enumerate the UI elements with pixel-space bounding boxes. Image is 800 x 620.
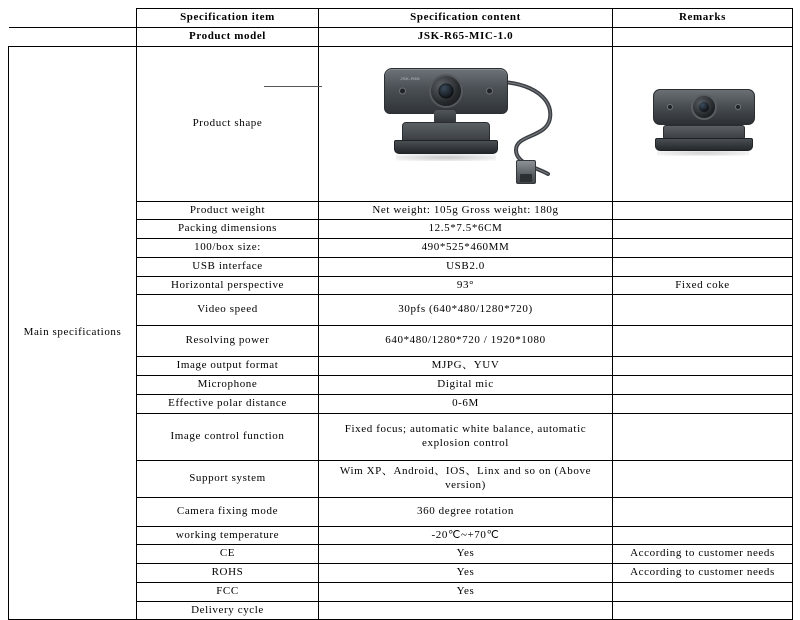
thumbnail-lens-ring: [691, 94, 717, 120]
row-remark-product-model: [613, 27, 793, 46]
thumbnail-mic-left-icon: [667, 104, 673, 110]
row-value-product-weight: Net weight: 105g Gross weight: 180g: [319, 201, 613, 220]
row-label-camera-fixing-mode: Camera fixing mode: [137, 497, 319, 526]
row-value-image-output-format: MJPG、YUV: [319, 357, 613, 376]
row-value-packing-dimensions: 12.5*7.5*6CM: [319, 220, 613, 239]
thumbnail-mic-right-icon: [735, 104, 741, 110]
row-label-image-control-function: Image control function: [137, 413, 319, 460]
row-remark-resolving-power: [613, 326, 793, 357]
camera-brand-text: JSK-R65: [400, 75, 421, 81]
row-label-support-system: Support system: [137, 460, 319, 497]
row-value-usb-interface: USB2.0: [319, 257, 613, 276]
row-value-microphone: Digital mic: [319, 376, 613, 395]
row-value-horizontal-perspective: 93°: [319, 276, 613, 295]
header-blank-cell: [9, 9, 137, 28]
row-remark-horizontal-perspective: Fixed coke: [613, 276, 793, 295]
row-remark-microphone: [613, 376, 793, 395]
row-value-delivery-cycle: [319, 601, 613, 620]
row-value-camera-fixing-mode: 360 degree rotation: [319, 497, 613, 526]
row-remark-working-temperature: [613, 526, 793, 545]
row-value-product-model: JSK-R65-MIC-1.0: [319, 27, 613, 46]
header-spec-item: Specification item: [137, 9, 319, 28]
row-remark-ce: According to customer needs: [613, 545, 793, 564]
row-label-product-model: Product model: [137, 27, 319, 46]
camera-clip-lower: [394, 140, 498, 154]
row-remark-image-output-format: [613, 357, 793, 376]
header-spec-content: Specification content: [319, 9, 613, 28]
row-label-usb-interface: USB interface: [137, 257, 319, 276]
camera-clip-upper: [402, 122, 490, 142]
row-label-rohs: ROHS: [137, 564, 319, 583]
thumbnail-shadow: [657, 150, 749, 156]
camera-mic-left-icon: [399, 87, 406, 94]
row-value-working-temperature: -20℃~+70℃: [319, 526, 613, 545]
row-label-resolving-power: Resolving power: [137, 326, 319, 357]
usb-plug-icon: [516, 160, 536, 184]
row-label-product-shape: Product shape: [137, 46, 319, 201]
row-group-blank: [9, 27, 137, 46]
row-remark-effective-polar-distance: [613, 394, 793, 413]
header-remarks: Remarks: [613, 9, 793, 28]
camera-body: [384, 68, 508, 114]
row-remark-support-system: [613, 460, 793, 497]
row-value-rohs: Yes: [319, 564, 613, 583]
thumbnail-camera-body: [653, 89, 755, 125]
row-label-delivery-cycle: Delivery cycle: [137, 601, 319, 620]
row-value-ce: Yes: [319, 545, 613, 564]
table-row: [9, 27, 793, 46]
row-remark-image-control-function: [613, 413, 793, 460]
row-remark-product-weight: [613, 201, 793, 220]
row-remark-packing-dimensions: [613, 220, 793, 239]
row-label-product-weight: Product weight: [137, 201, 319, 220]
row-remark-box-size: [613, 239, 793, 258]
row-value-resolving-power: 640*480/1280*720 / 1920*1080: [319, 326, 613, 357]
camera-mic-right-icon: [486, 87, 493, 94]
row-label-packing-dimensions: Packing dimensions: [137, 220, 319, 239]
row-remark-usb-interface: [613, 257, 793, 276]
webcam-illustration: [356, 54, 576, 194]
row-label-effective-polar-distance: Effective polar distance: [137, 394, 319, 413]
camera-lens-glass: [438, 83, 453, 98]
row-label-working-temperature: working temperature: [137, 526, 319, 545]
row-remark-video-speed: [613, 295, 793, 326]
row-value-effective-polar-distance: 0-6M: [319, 394, 613, 413]
specification-table: [8, 8, 793, 620]
table-header-row: [9, 9, 793, 28]
row-value-image-control-function: Fixed focus; automatic white balance, automatic explosion control: [319, 413, 613, 460]
table-row-product-shape: [9, 46, 793, 201]
row-label-microphone: Microphone: [137, 376, 319, 395]
row-label-ce: CE: [137, 545, 319, 564]
row-remark-delivery-cycle: [613, 601, 793, 620]
row-value-fcc: Yes: [319, 582, 613, 601]
row-value-support-system: Wim XP、Android、IOS、Linx and so on (Above version): [319, 460, 613, 497]
row-value-box-size: 490*525*460MM: [319, 239, 613, 258]
product-shape-image-cell: [319, 46, 613, 201]
webcam-thumbnail: [645, 81, 761, 167]
row-label-horizontal-perspective: Horizontal perspective: [137, 276, 319, 295]
row-remark-fcc: [613, 582, 793, 601]
row-value-video-speed: 30pfs (640*480/1280*720): [319, 295, 613, 326]
row-label-image-output-format: Image output format: [137, 357, 319, 376]
group-label-main-specifications: Main specifications: [9, 46, 137, 620]
camera-shadow: [396, 154, 496, 161]
row-label-fcc: FCC: [137, 582, 319, 601]
thumbnail-lens-glass: [699, 102, 709, 112]
row-remark-rohs: According to customer needs: [613, 564, 793, 583]
camera-lens-ring: [429, 74, 463, 108]
leader-line: [264, 86, 322, 87]
row-label-box-size: 100/box size:: [137, 239, 319, 258]
row-label-video-speed: Video speed: [137, 295, 319, 326]
row-remark-camera-fixing-mode: [613, 497, 793, 526]
product-photo: [322, 49, 609, 199]
remarks-shape-image-cell: [613, 46, 793, 201]
